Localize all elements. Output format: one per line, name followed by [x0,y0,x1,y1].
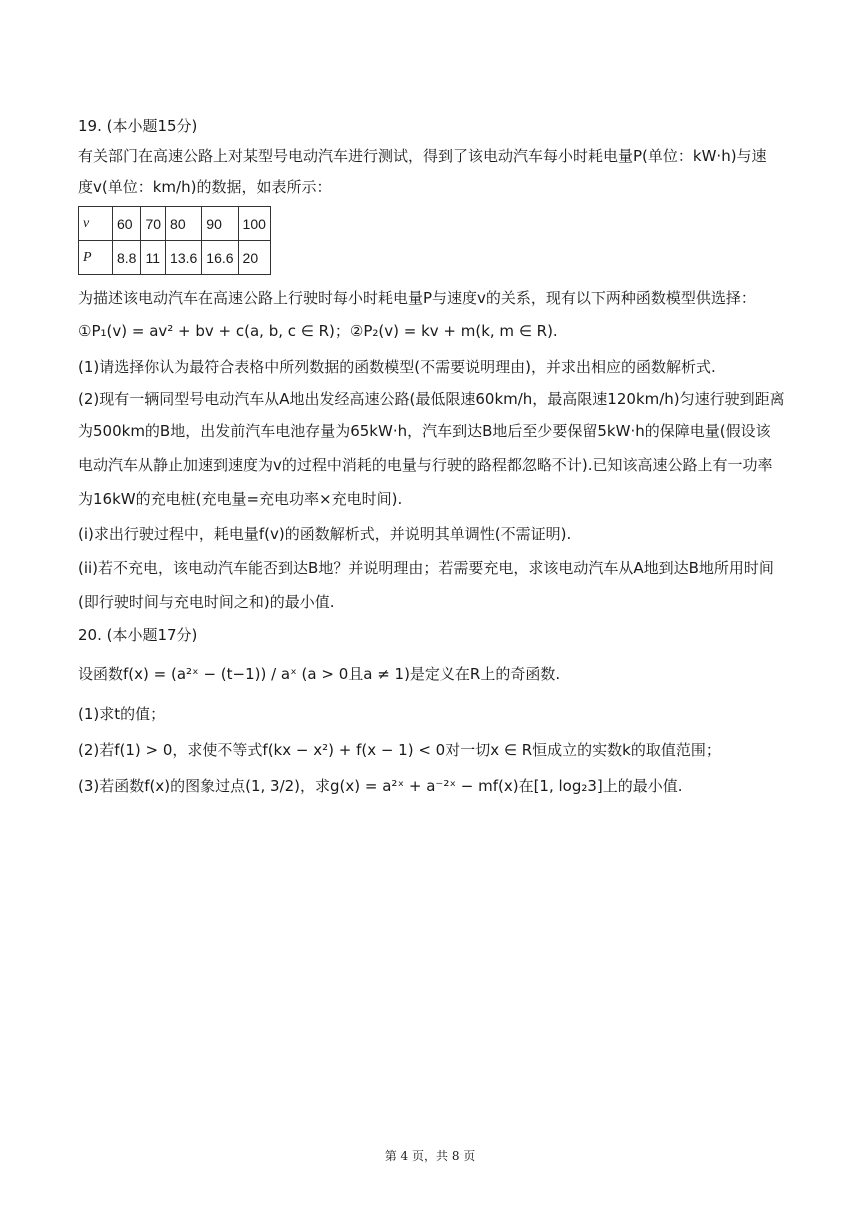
q19-part2: (2)现有一辆同型号电动汽车从A地出发经高速公路(最低限速60km/h，最高限速120km/h)匀速行驶到距离 [78,390,785,408]
q19-models: ①P₁(v) = av² + bv + c(a, b, c ∈ R)；②P₂(v) = kv + m(k, m ∈ R). [78,322,558,340]
q20-title: 20. (本小题17分) [78,626,198,644]
q19-paragraph: 度v(单位：km/h)的数据，如表所示： [78,178,332,196]
table-cell: 100 [238,207,270,241]
table-cell: 60 [113,207,141,241]
table-cell: 20 [238,241,270,275]
q19-paragraph: 为描述该电动汽车在高速公路上行驶时每小时耗电量P与速度v的关系，现有以下两种函数模型供选择： [78,289,756,307]
q20-part1: (1)求t的值； [78,705,166,723]
q19-paragraph: 为16kW的充电桩(充电量=充电功率×充电时间). [78,490,403,508]
table-cell: 90 [202,207,238,241]
q19-paragraph: 为500km的B地，出发前汽车电池存量为65kW·h，汽车到达B地后至少要保留5kW·h的保障电量(假设该 [78,422,771,440]
q20-part2: (2)若f(1) > 0，求使不等式f(kx − x²) + f(x − 1) < 0对一切x ∈ R恒成立的实数k的取值范围； [78,741,721,759]
q19-paragraph: (即行驶时间与充电时间之和)的最小值. [78,593,335,611]
data-table [78,206,271,275]
table-cell: 80 [166,207,202,241]
table-cell: 70 [141,207,166,241]
table-cell: 8.8 [113,241,141,275]
table-row [79,241,271,275]
q19-part1: (1)请选择你认为最符合表格中所列数据的函数模型(不需要说明理由)，并求出相应的函数解析式. [78,358,716,376]
table-cell: P [79,241,113,275]
table-row [79,207,271,241]
table-cell: 13.6 [166,241,202,275]
q20-paragraph: 设函数f(x) = (a²ˣ − (t−1)) / aˣ (a > 0且a ≠ 1)是定义在R上的奇函数. [78,665,561,683]
q19-paragraph: 有关部门在高速公路上对某型号电动汽车进行测试，得到了该电动汽车每小时耗电量P(单位：kW·h)与速 [78,147,767,165]
q19-title: 19. (本小题15分) [78,117,198,135]
page-number: 第 4 页，共 8 页 [384,1149,476,1163]
q19-part2-i: (i)求出行驶过程中，耗电量f(v)的函数解析式，并说明其单调性(不需证明). [78,525,572,543]
table-cell: 11 [141,241,166,275]
q19-paragraph: 电动汽车从静止加速到速度为v的过程中消耗的电量与行驶的路程都忽略不计).已知该高速公路上有一功率 [78,456,773,474]
table-cell: 16.6 [202,241,238,275]
q20-part3: (3)若函数f(x)的图象过点(1, 3/2)，求g(x) = a²ˣ + a⁻²ˣ − mf(x)在[1, log₂3]上的最小值. [78,777,683,795]
table-cell: v [79,207,113,241]
q19-part2-ii: (ii)若不充电，该电动汽车能否到达B地？并说明理由；若需要充电，求该电动汽车从A地到达B地所用时间 [78,559,774,577]
